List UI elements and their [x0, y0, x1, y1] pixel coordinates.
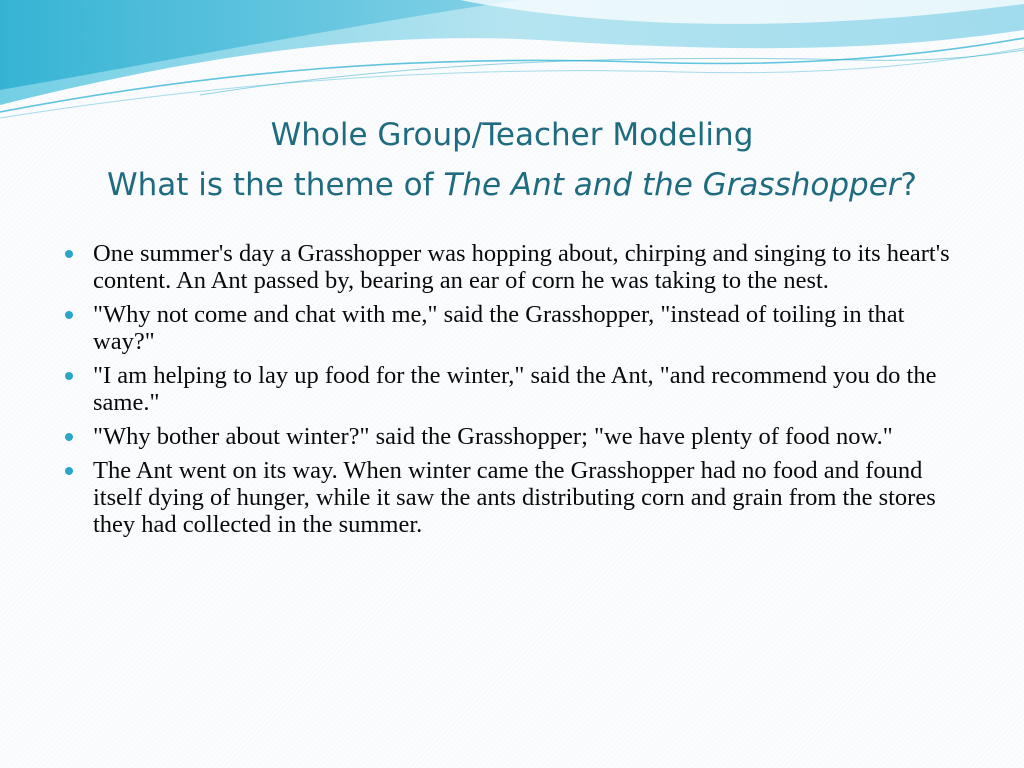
title-line-2-book-title: The Ant and the Grasshopper — [443, 167, 901, 203]
slide-title — [60, 110, 964, 210]
list-item — [62, 301, 972, 355]
title-line-2 — [60, 160, 964, 210]
bullet-dot-icon — [65, 372, 73, 380]
bullet-dot-icon — [65, 433, 73, 441]
bullet-dot-icon — [65, 311, 73, 319]
bullet-dot-icon — [65, 250, 73, 258]
list-item-text: One summer's day a Grasshopper was hopping about, chirping and singing to its heart's content. An Ant passed by, bearing an ear of corn he was taking to the nest. — [93, 240, 950, 294]
list-item-text: "Why not come and chat with me," said the Grasshopper, "instead of toiling in that way?" — [93, 301, 905, 355]
list-item-text: The Ant went on its way. When winter came the Grasshopper had no food and found itself dying of hunger, while it saw the ants distributing corn and grain from the stores they had collected in the summer. — [93, 457, 936, 538]
list-item — [62, 457, 972, 538]
title-line-1: Whole Group/Teacher Modeling — [270, 117, 754, 153]
list-item-text: "I am helping to lay up food for the winter," said the Ant, "and recommend you do the same." — [93, 362, 937, 416]
bullet-dot-icon — [65, 467, 73, 475]
list-item-text: "Why bother about winter?" said the Grasshopper; "we have plenty of food now." — [93, 423, 893, 450]
list-item — [62, 362, 972, 416]
decorative-wave-header — [0, 0, 1024, 120]
title-line-2-suffix: ? — [900, 167, 917, 203]
title-line-2-prefix: What is the theme of — [107, 167, 444, 203]
list-item — [62, 240, 972, 294]
bullet-list — [62, 240, 972, 545]
list-item — [62, 423, 972, 450]
